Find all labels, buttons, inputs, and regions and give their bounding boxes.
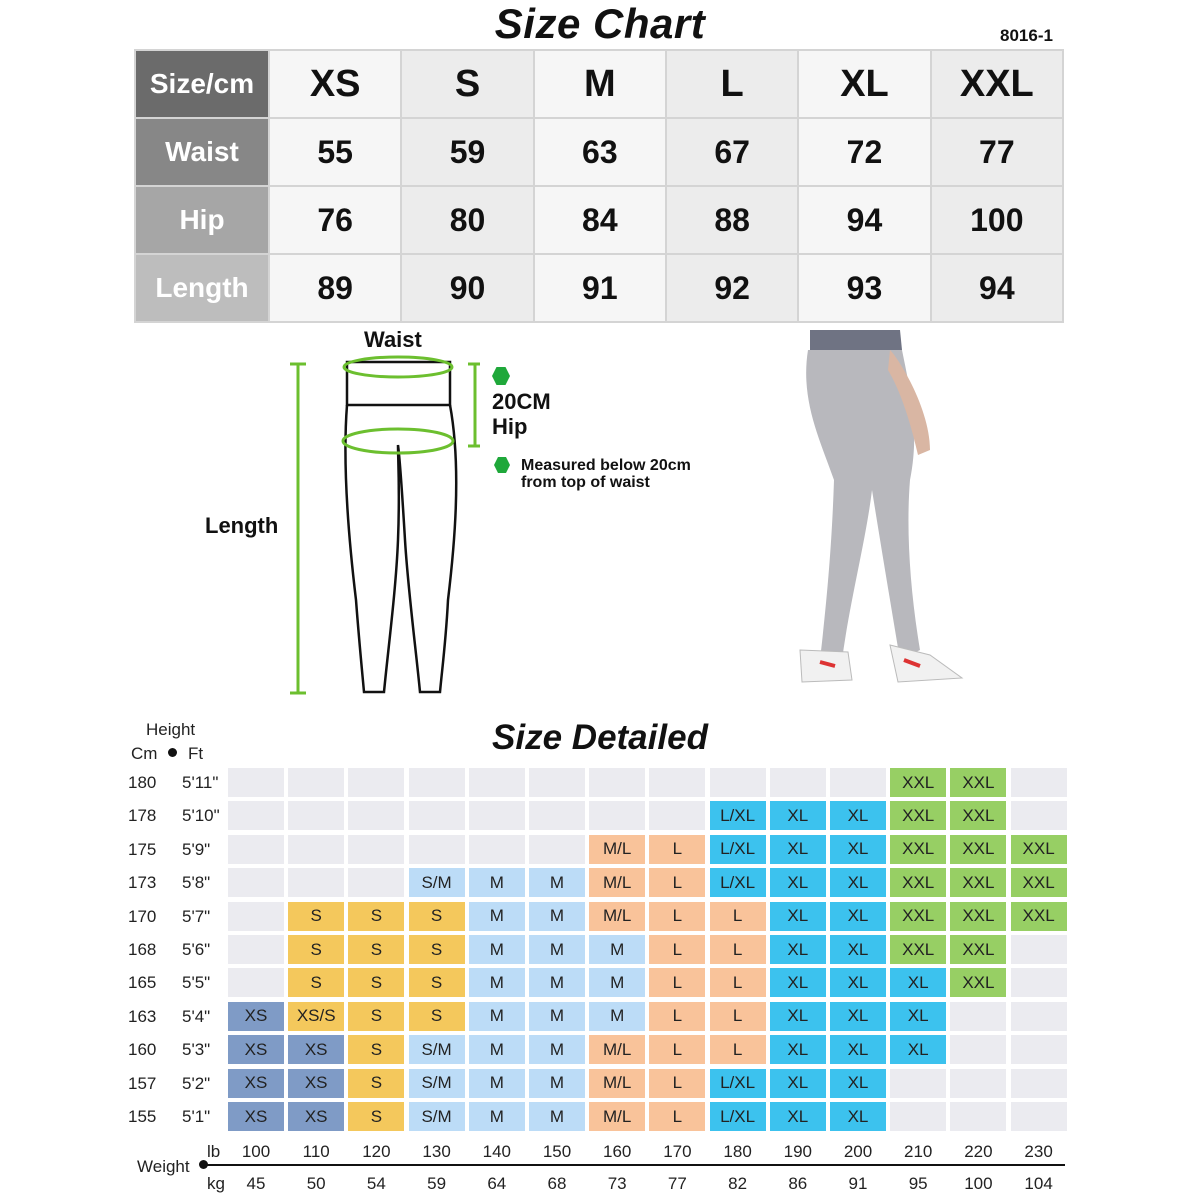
size-grid-cell: M (469, 935, 525, 964)
size-grid-cell: XXL (950, 835, 1006, 864)
size-header: S (401, 50, 533, 118)
size-grid-cell: XL (830, 1102, 886, 1131)
lb-label: lb (207, 1142, 221, 1161)
hip-note-line: Measured below 20cm (521, 457, 691, 474)
size-grid-cell: M (589, 968, 645, 997)
size-grid-cell: M/L (589, 835, 645, 864)
size-grid-cell: XL (830, 868, 886, 897)
size-header: XL (798, 50, 930, 118)
weight-lb-label: 150 (542, 1142, 572, 1161)
size-grid-cell (1011, 1002, 1067, 1031)
table-cell: 94 (931, 254, 1063, 322)
size-grid-cell (830, 768, 886, 797)
size-grid-cell: L/XL (710, 835, 766, 864)
height-ft-label: 5'7" (182, 906, 211, 926)
height-cm-label: 163 (128, 1006, 157, 1026)
size-grid-cell: XL (770, 835, 826, 864)
weight-kg-label: 59 (427, 1174, 447, 1193)
size-grid-cell: L (710, 902, 766, 931)
size-grid-cell: M (469, 1102, 525, 1131)
size-grid-cell (348, 768, 404, 797)
weight-kg-label: 45 (246, 1174, 266, 1193)
height-ft-label: 5'2" (182, 1073, 211, 1093)
size-grid-cell: XXL (1011, 868, 1067, 897)
ft-label: Ft (188, 744, 204, 763)
weight-lb-label: 190 (783, 1142, 812, 1161)
length-label: Length (205, 513, 279, 538)
size-grid-cell (348, 868, 404, 897)
size-grid-cell (1011, 1102, 1067, 1131)
size-grid-cell (409, 801, 465, 830)
table-cell: 72 (798, 118, 930, 186)
size-grid-cell: L (649, 1069, 705, 1098)
size-grid-cell: L (649, 835, 705, 864)
weight-lb-label: 160 (603, 1142, 632, 1161)
size-grid-cell: XL (770, 935, 826, 964)
size-grid-cell (649, 768, 705, 797)
size-grid-cell (288, 868, 344, 897)
waist-label: Waist (364, 327, 422, 352)
size-grid-cell (589, 768, 645, 797)
size-grid-cell (589, 801, 645, 830)
table-cell: 55 (269, 118, 401, 186)
weight-lb-label: 130 (422, 1142, 451, 1161)
size-grid-cell (288, 768, 344, 797)
size-grid-cell: M (529, 1102, 585, 1131)
size-grid-cell: XL (830, 1035, 886, 1064)
size-grid-cell: XXL (950, 801, 1006, 830)
weight-kg-label: 64 (487, 1174, 507, 1193)
size-grid-cell: M (529, 935, 585, 964)
table-header-label: Size/cm (135, 50, 269, 118)
size-grid-cell: M (469, 902, 525, 931)
table-cell: 93 (798, 254, 930, 322)
size-grid-cell: S/M (409, 868, 465, 897)
weight-kg-label: 50 (306, 1174, 326, 1193)
size-header: M (534, 50, 666, 118)
size-grid-cell: L (649, 1035, 705, 1064)
size-grid-cell: XXL (890, 935, 946, 964)
size-grid-cell: S (348, 968, 404, 997)
size-grid-cell (469, 835, 525, 864)
size-grid-cell: XL (830, 968, 886, 997)
size-grid-cell (469, 801, 525, 830)
size-grid-cell: M (469, 968, 525, 997)
size-grid-cell (529, 801, 585, 830)
size-grid-cell: S (409, 902, 465, 931)
size-header: XS (269, 50, 401, 118)
size-grid-cell: XL (830, 1069, 886, 1098)
weight-kg-label: 91 (848, 1174, 868, 1193)
table-cell: 63 (534, 118, 666, 186)
size-grid-cell: L (649, 968, 705, 997)
size-grid-cell: L (649, 902, 705, 931)
size-grid-cell: M (469, 868, 525, 897)
size-grid-cell: M (469, 1035, 525, 1064)
weight-lb-label: 200 (843, 1142, 873, 1161)
row-label: Hip (135, 186, 269, 254)
weight-kg-label: 95 (908, 1174, 928, 1193)
size-grid-cell: XS/S (288, 1002, 344, 1031)
weight-kg-label: 68 (547, 1174, 567, 1193)
height-ft-label: 5'4" (182, 1006, 211, 1026)
size-grid-cell (469, 768, 525, 797)
size-grid-cell: XL (770, 968, 826, 997)
weight-lb-label: 180 (723, 1142, 752, 1161)
size-grid-cell: L (710, 1002, 766, 1031)
size-grid-cell: L (649, 868, 705, 897)
kg-label: kg (207, 1174, 225, 1193)
size-grid-cell: XS (228, 1035, 284, 1064)
row-label: Waist (135, 118, 269, 186)
weight-lb-label: 140 (482, 1142, 511, 1161)
size-grid-cell: M (589, 935, 645, 964)
weight-kg-label: 77 (667, 1174, 687, 1193)
height-ft-label: 5'11" (182, 773, 219, 792)
size-grid-cell (1011, 935, 1067, 964)
weight-lb-label: 210 (904, 1142, 933, 1161)
size-grid-cell (1011, 801, 1067, 830)
size-grid-cell (1011, 768, 1067, 797)
size-grid-cell: XXL (950, 968, 1006, 997)
size-grid-cell: XL (770, 801, 826, 830)
size-grid-cell: XS (228, 1102, 284, 1131)
height-cm-label: 165 (128, 973, 157, 993)
size-grid-cell: S (288, 935, 344, 964)
size-grid-cell: S (348, 1035, 404, 1064)
size-grid-cell (890, 1069, 946, 1098)
hip-note-line: from top of waist (521, 474, 650, 491)
weight-kg-label: 104 (1024, 1174, 1053, 1193)
size-grid-cell (348, 835, 404, 864)
size-grid-cell: S (288, 968, 344, 997)
weight-lb-label: 220 (964, 1142, 993, 1161)
size-grid-cell: XS (228, 1069, 284, 1098)
height-ft-label: 5'5" (182, 973, 211, 993)
size-grid-cell: L (649, 935, 705, 964)
size-grid-cell: L (649, 1102, 705, 1131)
size-grid-cell (1011, 1069, 1067, 1098)
size-grid-cell: M (529, 1069, 585, 1098)
weight-lb-label: 170 (663, 1142, 692, 1161)
size-grid-cell: S (409, 935, 465, 964)
table-cell: 100 (931, 186, 1063, 254)
size-grid-cell: XXL (950, 935, 1006, 964)
size-grid-cell: XXL (890, 902, 946, 931)
height-ft-label: 5'10" (182, 806, 220, 826)
size-grid-cell: S (348, 935, 404, 964)
weight-kg-label: 100 (964, 1174, 993, 1193)
size-grid-cell: XL (830, 801, 886, 830)
weight-lb-label: 120 (362, 1142, 391, 1161)
weight-axis-line (205, 1164, 1065, 1166)
size-grid-cell (228, 868, 284, 897)
size-grid-cell (228, 935, 284, 964)
size-grid-cell: L (710, 968, 766, 997)
size-grid-cell (288, 801, 344, 830)
size-grid-cell: M/L (589, 1102, 645, 1131)
size-grid-cell: XL (830, 902, 886, 931)
height-cm-label: 160 (128, 1040, 157, 1060)
size-grid-cell: L/XL (710, 1102, 766, 1131)
table-cell: 77 (931, 118, 1063, 186)
weight-kg-label: 82 (728, 1174, 748, 1193)
size-grid-cell: M (469, 1069, 525, 1098)
height-axis-label: Height (146, 720, 196, 739)
size-grid-cell: XL (770, 1035, 826, 1064)
size-grid-cell (529, 835, 585, 864)
height-ft-label: 5'6" (182, 940, 211, 959)
size-grid-cell (890, 1102, 946, 1131)
size-grid-cell: XXL (890, 801, 946, 830)
size-grid-cell (348, 801, 404, 830)
size-grid-cell: XL (770, 868, 826, 897)
size-grid-cell: XS (288, 1069, 344, 1098)
height-cm-label: 173 (128, 873, 157, 893)
weight-lb-label: 100 (241, 1142, 271, 1161)
height-cm-label: 157 (128, 1073, 157, 1093)
size-grid-cell (228, 968, 284, 997)
size-grid-cell (529, 768, 585, 797)
size-grid-cell: S (348, 1069, 404, 1098)
size-grid-cell (409, 835, 465, 864)
size-grid-cell: M/L (589, 902, 645, 931)
size-grid-cell: M (469, 1002, 525, 1031)
size-grid-cell (950, 1102, 1006, 1131)
size-grid-cell: L (710, 935, 766, 964)
hip-label: Hip (492, 414, 528, 439)
table-cell: 92 (666, 254, 798, 322)
size-grid-cell: XXL (1011, 902, 1067, 931)
size-grid-cell (950, 1069, 1006, 1098)
size-grid-cell: XL (770, 1102, 826, 1131)
size-header: XXL (931, 50, 1063, 118)
table-cell: 90 (401, 254, 533, 322)
size-grid-cell: XL (890, 1035, 946, 1064)
size-grid-cell: M (529, 1002, 585, 1031)
size-grid-cell (649, 801, 705, 830)
table-cell: 67 (666, 118, 798, 186)
size-grid-cell: M (589, 1002, 645, 1031)
size-grid-cell: M/L (589, 1035, 645, 1064)
size-grid-cell: M/L (589, 1069, 645, 1098)
size-grid-cell (228, 768, 284, 797)
size-grid-cell: L/XL (710, 801, 766, 830)
size-grid-cell: S (348, 1102, 404, 1131)
size-grid-cell (228, 902, 284, 931)
table-cell: 80 (401, 186, 533, 254)
size-grid-cell: XL (770, 902, 826, 931)
table-cell: 91 (534, 254, 666, 322)
size-grid-cell: XL (890, 968, 946, 997)
height-cm-label: 175 (128, 839, 157, 859)
row-label: Length (135, 254, 269, 322)
size-grid-cell (288, 835, 344, 864)
size-grid-cell: M (529, 968, 585, 997)
size-grid-cell: XS (228, 1002, 284, 1031)
size-grid-cell: XL (890, 1002, 946, 1031)
cm-label: Cm (131, 744, 158, 763)
size-grid-cell: M (529, 868, 585, 897)
size-grid-cell: S (409, 1002, 465, 1031)
size-grid-cell (228, 835, 284, 864)
height-ft-label: 5'1" (182, 1107, 211, 1126)
height-ft-label: 5'8" (182, 873, 211, 893)
size-grid-cell: M (529, 1035, 585, 1064)
size-grid-cell (770, 768, 826, 797)
weight-kg-label: 73 (607, 1174, 627, 1193)
measure-20cm-label: 20CM (492, 389, 551, 414)
height-ft-label: 5'3" (182, 1040, 211, 1060)
size-grid-cell: S (288, 902, 344, 931)
size-grid-cell (228, 801, 284, 830)
size-grid-cell (950, 1002, 1006, 1031)
size-grid-cell: XL (770, 1069, 826, 1098)
height-ft-label: 5'9" (182, 839, 211, 859)
table-cell: 84 (534, 186, 666, 254)
size-grid-cell: XL (770, 1002, 826, 1031)
size-grid-cell: L (649, 1002, 705, 1031)
size-grid-cell: XL (830, 1002, 886, 1031)
height-cm-label: 168 (128, 940, 157, 959)
page-title: Size Chart (494, 0, 706, 47)
size-grid-cell (1011, 968, 1067, 997)
size-grid-cell: XXL (1011, 835, 1067, 864)
size-grid-cell: XL (830, 935, 886, 964)
size-grid-cell: XXL (890, 768, 946, 797)
table-cell: 59 (401, 118, 533, 186)
weight-kg-label: 86 (788, 1174, 808, 1193)
height-cm-label: 155 (128, 1107, 157, 1126)
table-cell: 94 (798, 186, 930, 254)
size-grid-cell (950, 1035, 1006, 1064)
size-grid-cell: S/M (409, 1069, 465, 1098)
detail-title: Size Detailed (492, 718, 708, 757)
table-cell: 76 (269, 186, 401, 254)
table-cell: 88 (666, 186, 798, 254)
size-grid-cell: L (710, 1035, 766, 1064)
size-grid-cell: XS (288, 1102, 344, 1131)
size-grid-cell: S (348, 1002, 404, 1031)
size-grid-cell: M/L (589, 868, 645, 897)
weight-lb-label: 230 (1024, 1142, 1053, 1161)
size-grid-cell: L/XL (710, 1069, 766, 1098)
size-grid-cell: XXL (890, 868, 946, 897)
height-cm-label: 180 (128, 773, 157, 792)
weight-kg-label: 54 (366, 1174, 386, 1193)
size-grid-cell: XXL (890, 835, 946, 864)
size-grid-cell: S (348, 902, 404, 931)
table-cell: 89 (269, 254, 401, 322)
product-code: 8016-1 (1000, 26, 1053, 45)
size-grid-cell: XS (288, 1035, 344, 1064)
size-grid-cell: S/M (409, 1035, 465, 1064)
size-grid-cell: XL (830, 835, 886, 864)
size-grid-cell (1011, 1035, 1067, 1064)
size-grid-cell: S/M (409, 1102, 465, 1131)
size-grid-cell (409, 768, 465, 797)
size-grid-cell: XXL (950, 768, 1006, 797)
height-cm-label: 170 (128, 906, 157, 926)
size-grid-cell: S (409, 968, 465, 997)
weight-lb-label: 110 (302, 1142, 330, 1161)
size-grid-cell: XXL (950, 868, 1006, 897)
height-cm-label: 178 (128, 806, 157, 826)
size-grid-cell: XXL (950, 902, 1006, 931)
size-header: L (666, 50, 798, 118)
size-grid-cell (710, 768, 766, 797)
weight-axis-label: Weight (137, 1157, 190, 1176)
size-grid-cell: M (529, 902, 585, 931)
size-grid-cell: L/XL (710, 868, 766, 897)
